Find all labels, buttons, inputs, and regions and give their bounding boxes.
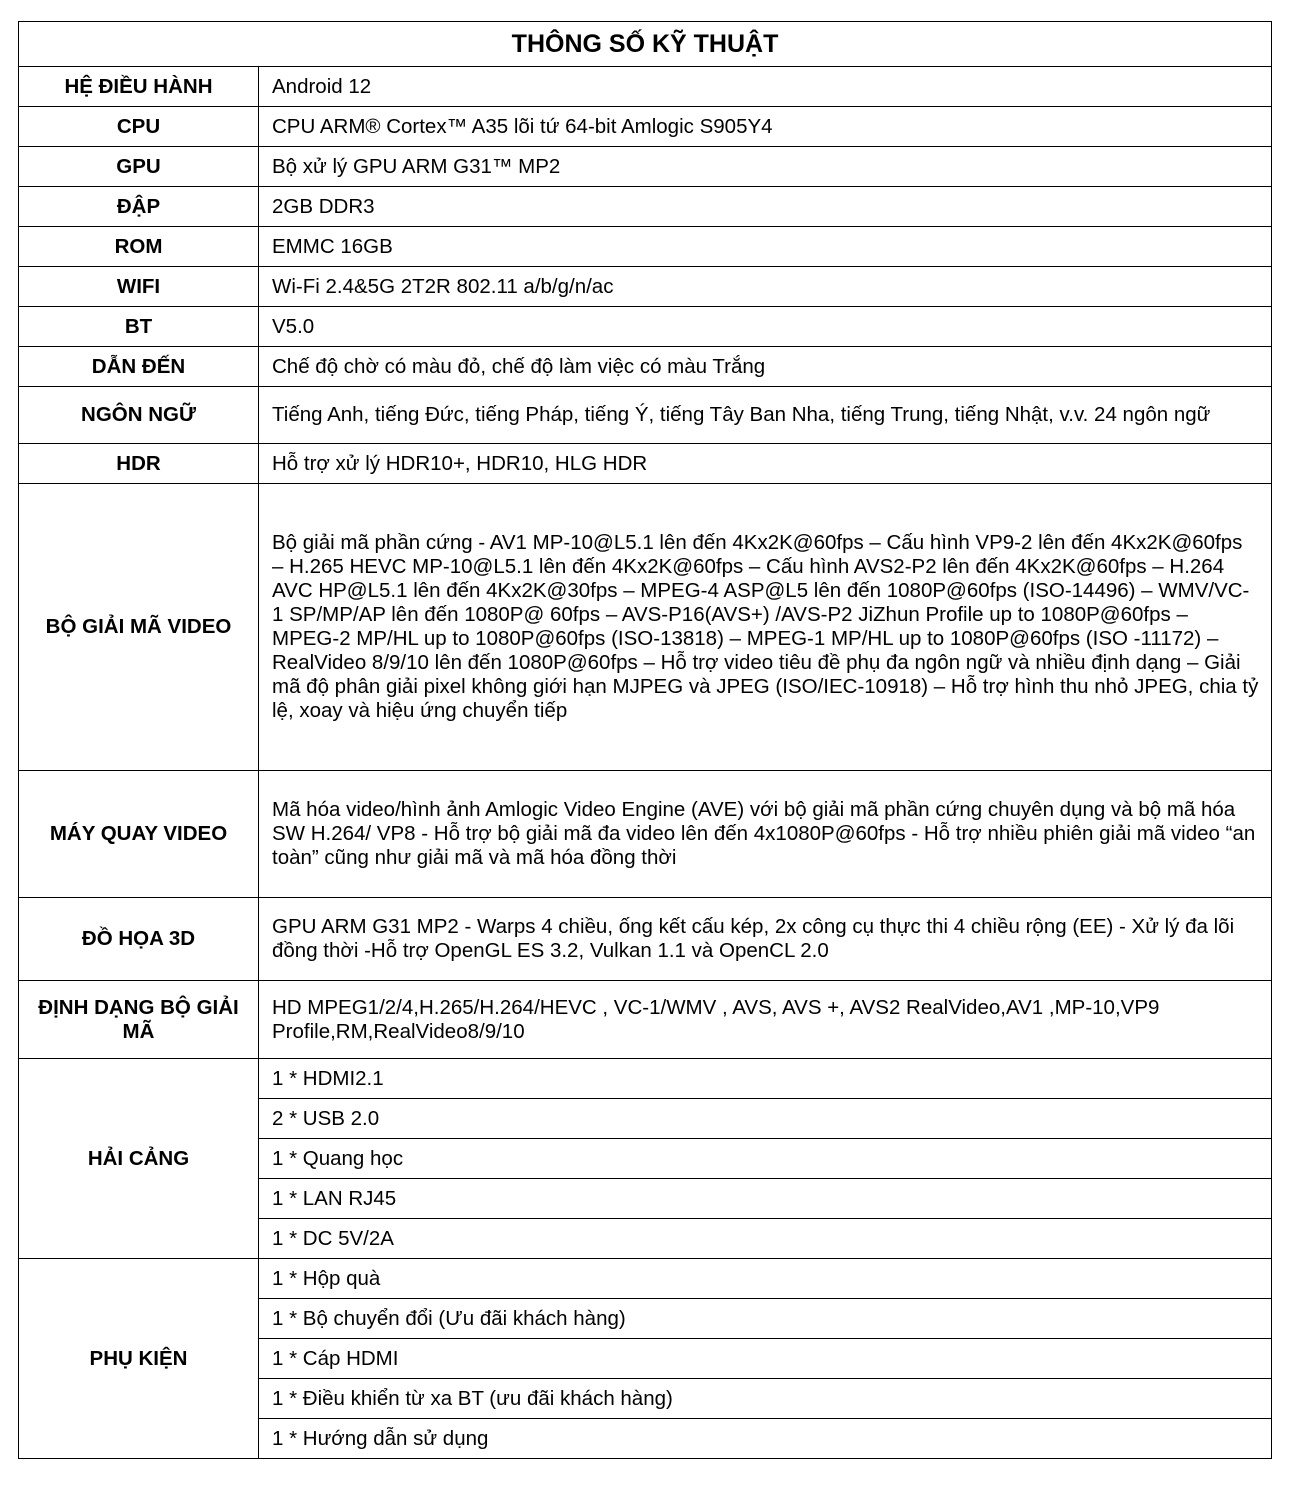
spec-label: GPU [19,147,259,187]
spec-row-bt [19,307,1272,347]
ports-label: HẢI CẢNG [19,1059,259,1259]
spec-label: CPU [19,107,259,147]
spec-value: GPU ARM G31 MP2 - Warps 4 chiều, ống kết cấu kép, 2x công cụ thực thi 4 chiều rộng (EE) - Xử lý đa lõi đồng thời -Hỗ trợ OpenGL ES 3.2, Vulkan 1.1 và OpenCL 2.0 [259,898,1272,981]
accessory-item: 1 * Cáp HDMI [259,1339,1272,1379]
accessory-item: 1 * Điều khiển từ xa BT (ưu đãi khách hàng) [259,1379,1272,1419]
accessory-item: 1 * Bộ chuyển đổi (Ưu đãi khách hàng) [259,1299,1272,1339]
accessory-item: 1 * Hộp quà [259,1259,1272,1299]
spec-value: Bộ xử lý GPU ARM G31™ MP2 [259,147,1272,187]
spec-label: MÁY QUAY VIDEO [19,771,259,898]
spec-row-ram [19,187,1272,227]
spec-value: V5.0 [259,307,1272,347]
port-item: 1 * HDMI2.1 [259,1059,1272,1099]
spec-value: 2GB DDR3 [259,187,1272,227]
spec-row-gpu [19,147,1272,187]
spec-value: Android 12 [259,67,1272,107]
spec-row-language [19,387,1272,444]
spec-label: ĐỒ HỌA 3D [19,898,259,981]
spec-value: Bộ giải mã phần cứng - AV1 MP-10@L5.1 lên đến 4Kx2K@60fps – Cấu hình VP9-2 lên đến 4Kx2K@60fps – H.265 HEVC MP-10@L5.1 lên đến 4Kx2K@60fps – Cấu hình AVS2-P2 lên đến 4Kx2K@60fps – H.264 AVC HP@L5.1 lên đến 4Kx2K@30fps – MPEG-4 ASP@L5 lên đến 1080P@60fps (ISO-14496) – WMV/VC-1 SP/MP/AP lên đến 1080P@ 60fps – AVS-P16(AVS+) /AVS-P2 JiZhun Profile up to 1080P@60fps – MPEG-2 MP/HL up to 1080P@60fps (ISO-13818) – MPEG-1 MP/HL up to 1080P@60fps (ISO -11172) – RealVideo 8/9/10 lên đến 1080P@60fps – Hỗ trợ video tiêu đề phụ đa ngôn ngữ và nhiều định dạng – Giải mã độ phân giải pixel không giới hạn MJPEG và JPEG (ISO/IEC-10918) – Hỗ trợ hình thu nhỏ JPEG, chia tỷ lệ, xoay và hiệu ứng chuyển tiếp [259,484,1272,771]
spec-label: HDR [19,444,259,484]
spec-label: NGÔN NGỮ [19,387,259,444]
spec-label: ROM [19,227,259,267]
spec-table [18,21,1272,1459]
spec-row-wifi [19,267,1272,307]
accessory-item: 1 * Hướng dẫn sử dụng [259,1419,1272,1459]
spec-row-3d-graphics [19,898,1272,981]
ports-row [19,1059,1272,1099]
spec-value: HD MPEG1/2/4,H.265/H.264/HEVC , VC-1/WMV , AVS, AVS +, AVS2 RealVideo,AV1 ,MP-10,VP9 Profile,RM,RealVideo8/9/10 [259,981,1272,1059]
port-item: 2 * USB 2.0 [259,1099,1272,1139]
spec-row-cpu [19,107,1272,147]
spec-value: CPU ARM® Cortex™ A35 lõi tứ 64-bit Amlogic S905Y4 [259,107,1272,147]
spec-row-decoder-formats [19,981,1272,1059]
spec-row-hdr [19,444,1272,484]
port-item: 1 * DC 5V/2A [259,1219,1272,1259]
spec-row-video-decoder [19,484,1272,771]
spec-value: Chế độ chờ có màu đỏ, chế độ làm việc có màu Trắng [259,347,1272,387]
spec-value: Mã hóa video/hình ảnh Amlogic Video Engine (AVE) với bộ giải mã phần cứng chuyên dụng và bộ mã hóa SW H.264/ VP8 - Hỗ trợ bộ giải mã đa video lên đến 4x1080P@60fps - Hỗ trợ nhiều phiên giải mã video “an toàn” cũng như giải mã và mã hóa đồng thời [259,771,1272,898]
port-item: 1 * Quang học [259,1139,1272,1179]
accessories-label: PHỤ KIỆN [19,1259,259,1459]
spec-value: EMMC 16GB [259,227,1272,267]
spec-label: WIFI [19,267,259,307]
spec-row-led [19,347,1272,387]
spec-label: ĐẬP [19,187,259,227]
spec-label: DẪN ĐẾN [19,347,259,387]
spec-value: Wi-Fi 2.4&5G 2T2R 802.11 a/b/g/n/ac [259,267,1272,307]
title-row [19,22,1272,67]
spec-label: ĐỊNH DẠNG BỘ GIẢI MÃ [19,981,259,1059]
spec-label: HỆ ĐIỀU HÀNH [19,67,259,107]
spec-label: BT [19,307,259,347]
spec-row-video-encoder [19,771,1272,898]
spec-value: Hỗ trợ xử lý HDR10+, HDR10, HLG HDR [259,444,1272,484]
table-title: THÔNG SỐ KỸ THUẬT [19,22,1272,67]
accessories-row [19,1259,1272,1299]
spec-row-os [19,67,1272,107]
spec-row-rom [19,227,1272,267]
spec-value: Tiếng Anh, tiếng Đức, tiếng Pháp, tiếng Ý, tiếng Tây Ban Nha, tiếng Trung, tiếng Nhật, v.v. 24 ngôn ngữ [259,387,1272,444]
port-item: 1 * LAN RJ45 [259,1179,1272,1219]
spec-label: BỘ GIẢI MÃ VIDEO [19,484,259,771]
